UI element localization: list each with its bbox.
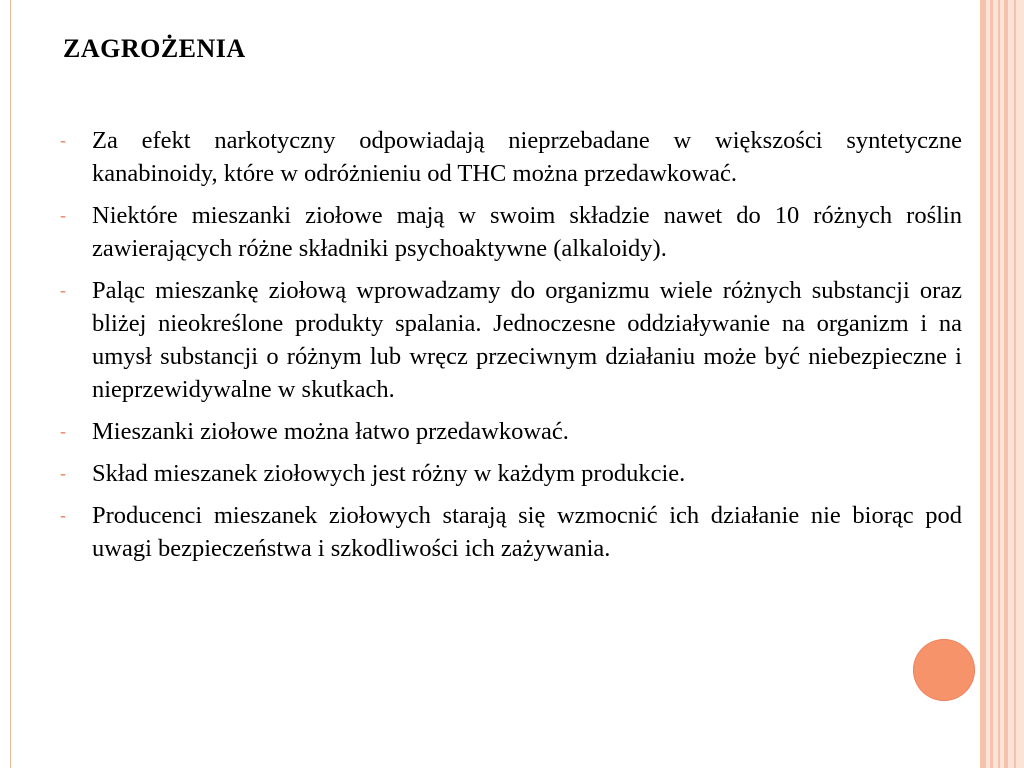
left-frame-line [10,0,11,768]
bullet-marker: - [60,205,66,225]
decorative-circle [913,639,975,701]
bullet-item [60,274,962,406]
bullet-item [60,499,962,565]
bullet-item [60,124,962,190]
bullet-text: Paląc mieszankę ziołową wprowadzamy do organizmu wiele różnych substancji oraz bliżej nieokreślone produkty spalania. Jednoczesne oddziaływanie na organizm i na umysł substancji o różnym lub wręcz przeciwnym działaniu może być niebezpieczne i nieprzewidywalne w skutkach. [92,277,962,403]
bullet-text: Skład mieszanek ziołowych jest różny w każdym produkcie. [92,460,686,487]
bullet-text: Niektóre mieszanki ziołowe mają w swoim składzie nawet do 10 różnych roślin zawierających różne składniki psychoaktywne (alkaloidy). [92,202,962,262]
bullet-marker: - [60,505,66,525]
bullet-item [60,199,962,265]
bullet-marker: - [60,421,66,441]
slide-title: ZAGROŻENIA [63,34,246,63]
bullet-text: Mieszanki ziołowe można łatwo przedawkować. [92,418,569,445]
bullet-item [60,415,962,448]
right-frame-stripes [980,0,1024,768]
bullet-text: Za efekt narkotyczny odpowiadają nieprzebadane w większości syntetyczne kanabinoidy, które w odróżnieniu od THC można przedawkować. [92,127,962,187]
bullet-marker: - [60,463,66,483]
bullet-marker: - [60,130,66,150]
bullet-marker: - [60,280,66,300]
bullet-text: Producenci mieszanek ziołowych starają się wzmocnić ich działanie nie biorąc pod uwagi bezpieczeństwa i szkodliwości ich zażywania. [92,502,962,562]
bullet-item [60,457,962,490]
bullet-list [60,124,962,574]
